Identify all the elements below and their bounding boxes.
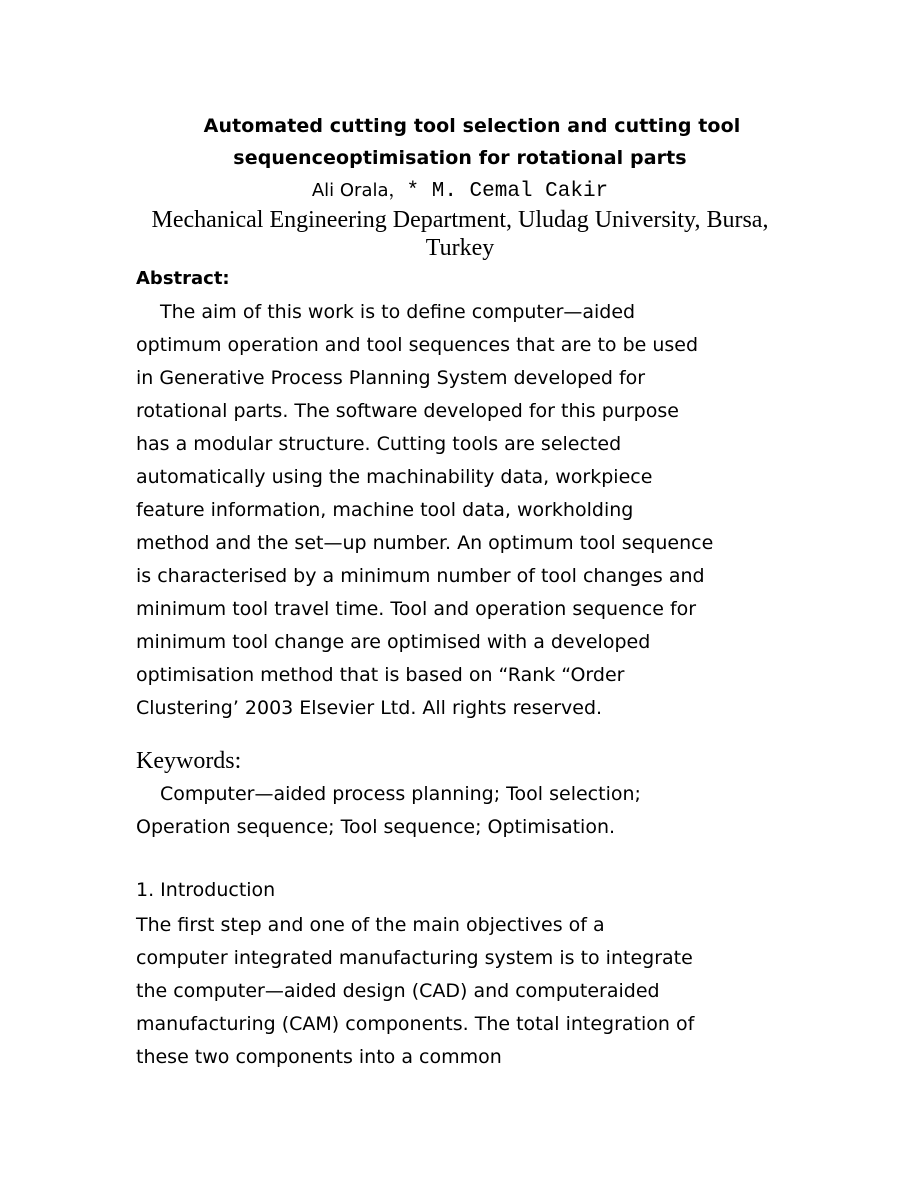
paper-title-line-1: Automated cutting tool selection and cutting tool (203, 115, 741, 137)
introduction-line: computer integrated manufacturing system is to integrate (136, 947, 693, 969)
abstract-line: The aim of this work is to define computer—aided (160, 301, 636, 323)
author-second: * M. Cemal Cakir (406, 180, 609, 203)
abstract-body (136, 296, 786, 725)
paper-title-line-2: sequenceoptimisation for rotational parts (233, 147, 687, 169)
keywords-heading: Keywords: (136, 748, 242, 774)
author-list (0, 176, 920, 203)
abstract-line: has a modular structure. Cutting tools are selected (136, 433, 622, 455)
introduction-line: The first step and one of the main objectives of a (136, 914, 605, 936)
keywords-body (136, 778, 786, 844)
abstract-line: feature information, machine tool data, workholding (136, 499, 634, 521)
abstract-line: minimum tool change are optimised with a developed (136, 631, 651, 653)
abstract-line: is characterised by a minimum number of tool changes and (136, 565, 705, 587)
introduction-heading: 1. Introduction (136, 879, 276, 901)
introduction-line: these two components into a common (136, 1046, 502, 1068)
keywords-line: Operation sequence; Tool sequence; Optimisation. (136, 816, 616, 838)
affiliation: Mechanical Engineering Department, Uludag University, Bursa, Turkey (151, 207, 769, 261)
author-first: Ali Orala， (311, 180, 407, 201)
abstract-line: automatically using the machinability data, workpiece (136, 466, 653, 488)
abstract-line: rotational parts. The software developed for this purpose (136, 400, 679, 422)
introduction-body (136, 909, 786, 1074)
abstract-heading: Abstract: (136, 268, 230, 289)
abstract-line: Clustering’ 2003 Elsevier Ltd. All rights reserved. (136, 697, 603, 719)
abstract-line: method and the set—up number. An optimum tool sequence (136, 532, 714, 554)
keywords-line: Computer—aided process planning; Tool selection; (160, 783, 641, 805)
abstract-line: optimisation method that is based on “Rank “Order (136, 664, 625, 686)
abstract-line: minimum tool travel time. Tool and operation sequence for (136, 598, 697, 620)
introduction-line: the computer—aided design (CAD) and computeraided (136, 980, 660, 1002)
introduction-line: manufacturing (CAM) components. The total integration of (136, 1013, 695, 1035)
abstract-line: in Generative Process Planning System developed for (136, 367, 646, 389)
abstract-line: optimum operation and tool sequences that are to be used (136, 334, 699, 356)
